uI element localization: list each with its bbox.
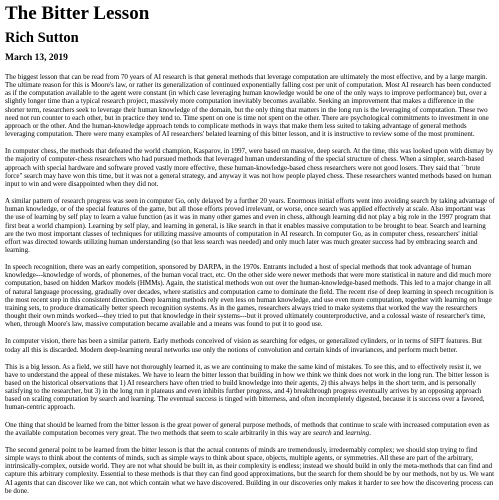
emphasis-end: .: [369, 428, 371, 437]
paragraph-go: A similar pattern of research progress was seen in computer Go, only delayed by a further 20 years. Enormous initial efforts went into avoiding search by taking advantage of human knowledge, or of the special features of the game, but all those efforts proved irrelevant, or worse, once search was applied effectively at scale. Also important was the use of learning by self play to learn a value function (as it was in many other games and even in chess, although learning did not play a big role in the 1997 program that first beat a world champion). Learning by self play, and learning in general, is like search in that it enables massive computation to be brought to bear. Search and learning are the two most important classes of techniques for utilizing massive amounts of computation in AI research. In computer Go, as in computer chess, researchers' initial effort was directed towards utilizing human understanding (so that less search was needed) and only much later was much greater success had by embracing search and learning.: [5, 197, 495, 254]
paragraph-vision: In computer vision, there has been a similar pattern. Early methods conceived of vision as searching for edges, or generalized cylinders, or in terms of SIFT features. But today all this is discarded. Modern deep-learning neural networks use only the notions of convolution and certain kinds of invariances, and perform much better.: [5, 337, 482, 354]
paragraph-general-methods: [5, 421, 495, 437]
emphasis-search: search: [313, 428, 332, 437]
emphasis-learning: learning: [345, 428, 370, 437]
paragraph-general-methods-text: One thing that should be learned from the bitter lesson is the great power of general purpose methods, of methods that continue to scale with increased computation even as the available computation becomes very great. The two methods that seem to scale arbitrarily in this way are: [5, 420, 490, 437]
paragraph-intro: The biggest lesson that can be read from 70 years of AI research is that general methods that leverage computation are ultimately the most effective, and by a large margin. The ultimate reason for this is Moore's law, or rather its generalization of continued exponentially falling cost per unit of computation. Most AI research has been conducted as if the computation available to the agent were constant (in which case leveraging human knowledge would be one of the only ways to improve performance) but, over a slightly longer time than a typical research project, massively more computation inevitably becomes available. Seeking an improvement that makes a difference in the shorter term, researchers seek to leverage their human knowledge of the domain, but the only thing that matters in the long run is the leveraging of computation. These two need not run counter to each other, but in practice they tend to. Time spent on one is time not spent on the other. There are psychological commitments to investment in one approach or the other. And the human-knowledge approach tends to complicate methods in ways that make them less suited to taking advantage of general methods leveraging computation. There were many examples of AI researchers' belated learning of this bitter lesson, and it is instructive to review some of the most prominent.: [5, 73, 491, 139]
author-name: Rich Sutton: [5, 30, 79, 46]
page-title: The Bitter Lesson: [5, 3, 150, 24]
paragraph-minds: The second general point to be learned from the bitter lesson is that the actual contents of minds are tremendously, irredeemably complex; we should stop trying to find simple ways to think about the contents of minds, such as simple ways to think about space, objects, multiple agents, or symmetries. All these are part of the arbitrary, intrinsically-complex, outside world. They are not what should be built in, as their complexity is endless; instead we should build in only the meta-methods that can find and capture this arbitrary complexity. Essential to these methods is that they can find good approximations, but the search for them should be by our methods, not by us. We want AI agents that can discover like we can, not which contain what we have discovered. Building in our discoveries only makes it harder to see how the discovering process can be done.: [5, 445, 495, 495]
paragraph-big-lesson: This is a big lesson. As a field, we still have not thoroughly learned it, as we are continuing to make the same kind of mistakes. To see this, and to effectively resist it, we have to understand the appeal of these mistakes. We have to learn the bitter lesson that building in how we think we think does not work in the long run. The bitter lesson is based on the historical observations that 1) AI researchers have often tried to build knowledge into their agents, 2) this always helps in the short term, and is personally satisfying to the researcher, but 3) in the long run it plateaus and even inhibits further progress, and 4) breakthrough progress eventually arrives by an opposing approach based on scaling computation by search and learning. The eventual success is tinged with bitterness, and often incompletely digested, because it is success over a favored, human-centric approach.: [5, 362, 489, 412]
emphasis-and: and: [331, 428, 346, 437]
publication-date: March 13, 2019: [5, 53, 68, 63]
paragraph-chess: In computer chess, the methods that defeated the world champion, Kasparov, in 1997, were based on massive, deep search. At the time, this was looked upon with dismay by the majority of computer-chess researchers who had pursued methods that leveraged human understanding of the special structure of chess. When a simpler, search-based approach with special hardware and software proved vastly more effective, these human-knowledge-based chess researchers were not good losers. They said that ``brute force" search may have won this time, but it was not a general strategy, and anyway it was not how people played chess. These researchers wanted methods based on human input to win and were disappointed when they did not.: [5, 147, 494, 188]
paragraph-speech: In speech recognition, there was an early competition, sponsored by DARPA, in the 1970s. Entrants included a host of special methods that took advantage of human knowledge---knowledge of words, of phonemes, of the human vocal tract, etc. On the other side were newer methods that were more statistical in nature and did much more computation, based on hidden Markov models (HMMs). Again, the statistical methods won out over the human-knowledge-based methods. This led to a major change in all of natural language processing, gradually over decades, where statistics and computation came to dominate the field. The recent rise of deep learning in speech recognition is the most recent step in this consistent direction. Deep learning methods rely even less on human knowledge, and use even more computation, together with learning on huge training sets, to produce dramatically better speech recognition systems. As in the games, researchers always tried to make systems that worked the way the researchers thought their own minds worked---they tried to put that knowledge in their systems---but it proved ultimately counterproductive, and a colossal waste of researcher's time, when, through Moore's law, massive computation became available and a means was found to put it to good use.: [5, 263, 494, 329]
